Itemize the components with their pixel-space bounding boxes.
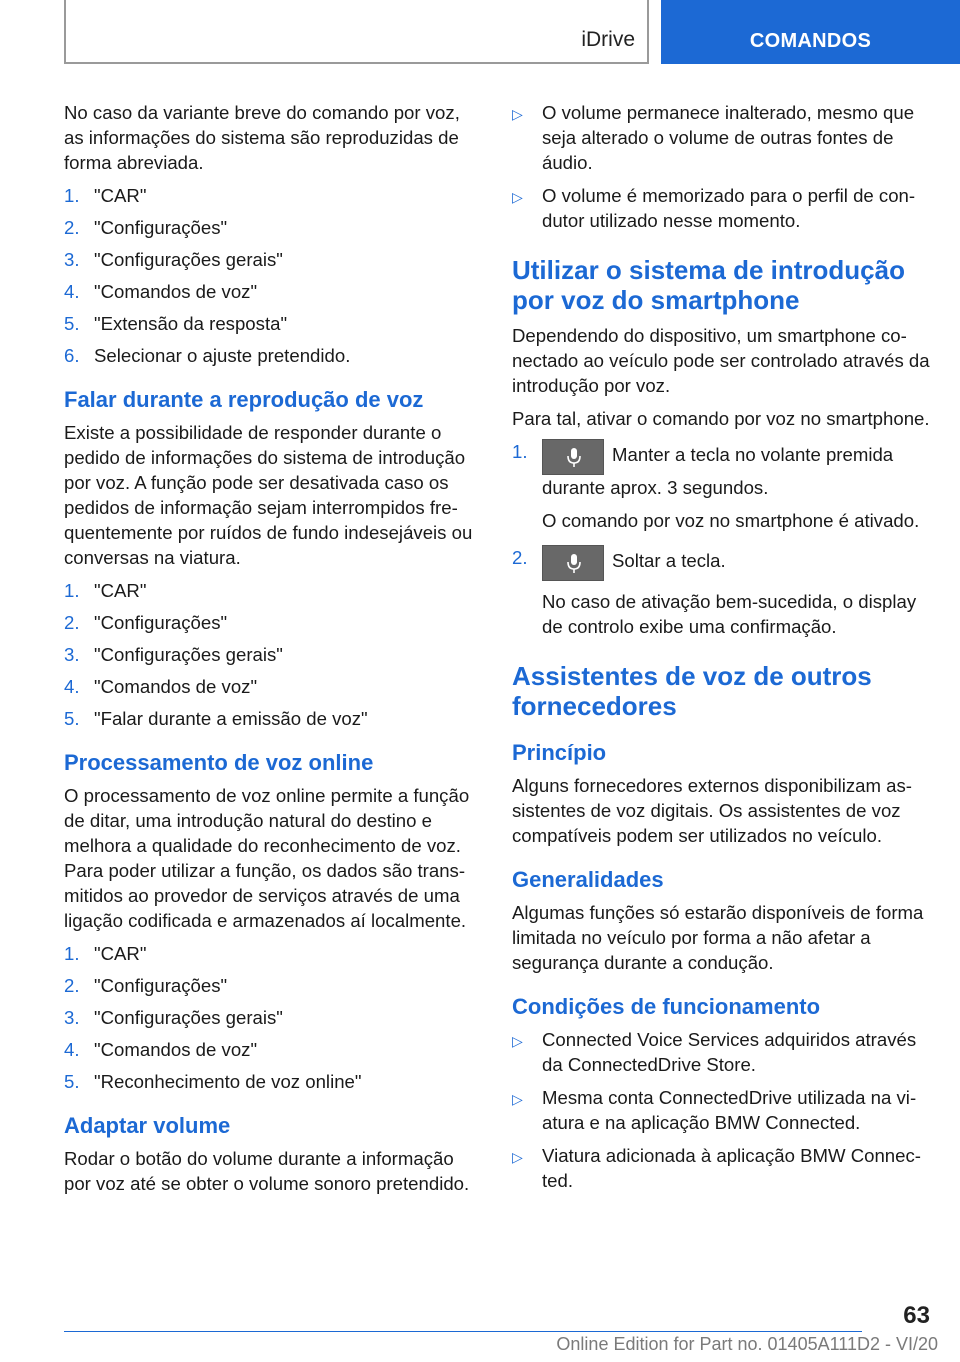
intro-paragraph: No caso da variante breve do comando por voz, as informações do sistema são reproduzidas de forma abreviada. bbox=[64, 102, 460, 173]
steps-list-3 bbox=[64, 941, 480, 1094]
list-item bbox=[512, 1027, 932, 1077]
list-item bbox=[64, 343, 480, 368]
paragraph-online: O processamento de voz online permite a função de ditar, uma introdução natural do destino e melhora a qualidade do reconhecimento de voz. Para poder utilizar a função, os dados são transmitidos ao provedor de serviços através de uma ligação codificada e armazenados aí localmente. bbox=[64, 785, 470, 931]
list-item bbox=[64, 1069, 480, 1094]
heading-falar: Falar durante a reprodução de voz bbox=[64, 387, 424, 412]
step-text: "Reconhecimento de voz online" bbox=[94, 1071, 362, 1092]
step-text: "Configurações" bbox=[94, 612, 228, 633]
step-text: Soltar a tecla. bbox=[612, 550, 726, 571]
page-number: 63 bbox=[903, 1302, 930, 1329]
list-item bbox=[64, 183, 480, 208]
step-number: 4. bbox=[64, 1039, 80, 1060]
heading-online: Processamento de voz online bbox=[64, 750, 374, 775]
list-item bbox=[512, 545, 932, 639]
heading-volume: Adaptar volume bbox=[64, 1113, 231, 1138]
step-number: 3. bbox=[64, 249, 80, 270]
step-number: 4. bbox=[64, 281, 80, 302]
bullet-text: O volume permanece inalterado, mesmo que seja alterado o volume de outras fontes de áudio. bbox=[542, 102, 915, 173]
step-text: Selecionar o ajuste pretendido. bbox=[94, 345, 351, 366]
step-text: "Extensão da resposta" bbox=[94, 313, 288, 334]
bullet-text: O volume é memorizado para o perfil de condutor utilizado nesse momento. bbox=[542, 185, 916, 231]
steps-list-1 bbox=[64, 183, 480, 368]
list-item bbox=[64, 610, 480, 635]
section-label: iDrive bbox=[581, 28, 635, 51]
paragraph-principio: Alguns fornecedores externos disponibilizam assistentes de voz digitais. Os assistentes de voz compatíveis podem ser utilizados no veículo. bbox=[512, 775, 912, 846]
step-number: 2. bbox=[64, 975, 80, 996]
list-item bbox=[512, 439, 932, 533]
microphone-icon bbox=[565, 553, 583, 575]
heading-condicoes: Condições de funcionamento bbox=[512, 994, 821, 1019]
triangle-bullet-icon: ▷ bbox=[512, 1033, 523, 1049]
chapter-tab: COMANDOS bbox=[661, 0, 960, 64]
paragraph-generalidades: Algumas funções só estarão disponíveis de forma limitada no veículo por forma a não afetar a segurança durante a condução. bbox=[512, 902, 924, 973]
list-item bbox=[512, 183, 932, 233]
step-text: "Comandos de voz" bbox=[94, 1039, 258, 1060]
paragraph-smart-2: Para tal, ativar o comando por voz no smartphone. bbox=[512, 408, 930, 429]
microphone-icon bbox=[565, 447, 583, 469]
list-item bbox=[64, 1037, 480, 1062]
list-item bbox=[64, 674, 480, 699]
step-text: "CAR" bbox=[94, 185, 147, 206]
step-text: "CAR" bbox=[94, 943, 147, 964]
triangle-bullet-icon: ▷ bbox=[512, 189, 523, 205]
step-text: Manter a tecla no volante premida durante aprox. 3 segundos. bbox=[542, 444, 894, 498]
heading-principio: Princípio bbox=[512, 740, 607, 765]
step-result: O comando por voz no smartphone é ativado. bbox=[542, 510, 920, 531]
heading-assistants: Assistentes de voz de outros fornecedores bbox=[512, 661, 872, 721]
step-text: "Configurações" bbox=[94, 975, 228, 996]
list-item bbox=[64, 973, 480, 998]
bullet-text: Connected Voice Services adquiridos através da ConnectedDrive Store. bbox=[542, 1029, 917, 1075]
left-column bbox=[64, 100, 480, 1204]
smartphone-steps bbox=[512, 439, 932, 639]
step-number: 5. bbox=[64, 313, 80, 334]
bullet-text: Mesma conta ConnectedDrive utilizada na viatura e na aplicação BMW Connected. bbox=[542, 1087, 917, 1133]
list-item bbox=[512, 100, 932, 175]
triangle-bullet-icon: ▷ bbox=[512, 1091, 523, 1107]
edition-text: Online Edition for Part no. 01405A111D2 - VI/20 bbox=[556, 1334, 938, 1354]
bullet-text: Viatura adicionada à aplicação BMW Connected. bbox=[542, 1145, 921, 1191]
step-number: 6. bbox=[64, 345, 80, 366]
step-number: 1. bbox=[512, 441, 528, 462]
header-section-box bbox=[64, 0, 649, 64]
list-item bbox=[512, 1143, 932, 1193]
right-column bbox=[512, 100, 932, 1203]
bullets-volume bbox=[512, 100, 932, 233]
list-item bbox=[64, 1005, 480, 1030]
step-text: "Configurações" bbox=[94, 217, 228, 238]
heading-smartphone: Utilizar o sistema de introdução por voz do smartphone bbox=[512, 255, 905, 315]
step-text: "Falar durante a emissão de voz" bbox=[94, 708, 368, 729]
footer-divider bbox=[64, 1331, 862, 1332]
paragraph-falar: Existe a possibilidade de responder durante o pedido de informações do sistema de introdução por voz. A função pode ser desativada caso os pedidos de informação sejam interrompidos frequentemente por ruídos de fundo indesejáveis ou conversas na viatura. bbox=[64, 422, 473, 568]
bullets-conditions bbox=[512, 1027, 932, 1193]
step-result: No caso de ativação bem-sucedida, o display de controlo exibe uma confirmação. bbox=[542, 591, 917, 637]
step-text: "Comandos de voz" bbox=[94, 676, 258, 697]
list-item bbox=[64, 215, 480, 240]
list-item bbox=[64, 706, 480, 731]
step-text: "Configurações gerais" bbox=[94, 1007, 283, 1028]
list-item bbox=[64, 311, 480, 336]
list-item bbox=[64, 247, 480, 272]
steps-list-2 bbox=[64, 578, 480, 731]
step-text: "Configurações gerais" bbox=[94, 644, 283, 665]
step-number: 5. bbox=[64, 1071, 80, 1092]
list-item bbox=[64, 578, 480, 603]
heading-generalidades: Generalidades bbox=[512, 867, 664, 892]
step-text: "Configurações gerais" bbox=[94, 249, 283, 270]
step-number: 5. bbox=[64, 708, 80, 729]
voice-button-image bbox=[542, 439, 604, 475]
step-number: 2. bbox=[64, 217, 80, 238]
paragraph-volume: Rodar o botão do volume durante a informação por voz até se obter o volume sonoro pretendido. bbox=[64, 1148, 470, 1194]
triangle-bullet-icon: ▷ bbox=[512, 106, 523, 122]
step-number: 2. bbox=[64, 612, 80, 633]
paragraph-smart-1: Dependendo do dispositivo, um smartphone conectado ao veículo pode ser controlado através da introdução por voz. bbox=[512, 325, 930, 396]
step-number: 4. bbox=[64, 676, 80, 697]
step-number: 2. bbox=[512, 547, 528, 568]
list-item bbox=[512, 1085, 932, 1135]
list-item bbox=[64, 642, 480, 667]
triangle-bullet-icon: ▷ bbox=[512, 1149, 523, 1165]
step-number: 1. bbox=[64, 580, 80, 601]
step-number: 1. bbox=[64, 943, 80, 964]
step-text: "Comandos de voz" bbox=[94, 281, 258, 302]
list-item bbox=[64, 941, 480, 966]
step-number: 3. bbox=[64, 1007, 80, 1028]
step-number: 1. bbox=[64, 185, 80, 206]
list-item bbox=[64, 279, 480, 304]
voice-button-image bbox=[542, 545, 604, 581]
step-number: 3. bbox=[64, 644, 80, 665]
step-text: "CAR" bbox=[94, 580, 147, 601]
